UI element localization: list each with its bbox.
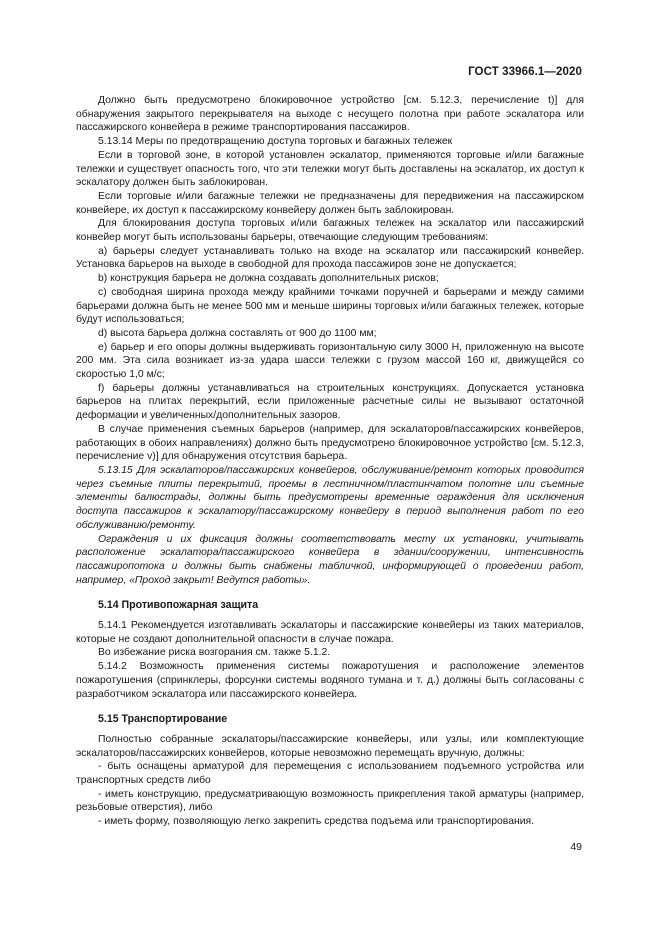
dash-list-item: - иметь форму, позволяющую легко закрепить средства подъема или транспортирования. — [98, 816, 535, 828]
paragraph: Если в торговой зоне, в которой установлен эскалатор, применяются торговые и/или багажные тележки и существует опасность того, что эти тележки могут быть доставлены на эскалатор, их доступ к эскалатору должен быть заблокирован. — [76, 149, 584, 189]
paragraph: Должно быть предусмотрено блокировочное устройство [см. 5.12.3, перечисление t)] для обнаружения закрытого перекрывателя на выходе с несущего полотна при работе эскалатора или пассажирского конвейера в режиме транспортирования пассажиров. — [76, 95, 584, 134]
paragraph: Полностью собранные эскалаторы/пассажирские конвейеры, или узлы, или комплектующие эскалаторов/пассажирских конвейеров, которые невозможно перемещать вручную, должны: — [76, 733, 584, 759]
italic-paragraph-5-13-15: 5.13.15 Для эскалаторов/пассажирских конвейеров, обслуживание/ремонт которых проводится через съемные плиты перекрытий, проемы в лестничном/пластинчатом полотне или съемные элементы балюстрады, должны быть предусмотрены временные ограждения для исключения доступа пассажиров к эскалатору/пассажирскому конвейеру в период выполнения работ по его обслуживанию/ремонту. — [76, 464, 584, 531]
page-body — [76, 94, 584, 829]
dash-list-item: - иметь конструкцию, предусматривающую возможность прикрепления такой арматуры (например, резьбовые отверстия), либо — [76, 788, 584, 814]
list-item-a: а) барьеры следует устанавливать только на входе на эскалатор или пассажирский конвейер. Установка барьеров на выходе в свободной для прохода пассажиров зоне не допускается; — [76, 245, 584, 271]
list-item-c: с) свободная ширина прохода между крайними точками поручней и барьерами и между самими барьерами должна быть не менее 500 мм и меньше ширины торговых и/или багажных тележек, которые будут использоваться; — [76, 286, 584, 326]
list-item-f: f) барьеры должны устанавливаться на строительных конструкциях. Допускается установка барьеров на плитах перекрытий, если приложенные расчетные силы не вызывают остаточной деформации и увеличенных/дополнительных зазоров. — [76, 382, 584, 422]
paragraph: 5.14.1 Рекомендуется изготавливать эскалаторы и пассажирские конвейеры из таких материалов, которые не создают дополнительной опасности в случае пожара. — [76, 620, 584, 645]
page-number: 49 — [570, 841, 582, 853]
list-item-e: e) барьер и его опоры должны выдерживать горизонтальную силу 3000 Н, приложенную на высоте 200 мм. Эта сила возникает из-за удара шасси тележки с грузом массой 160 кг, движущейся со скоростью 1,0 м/с; — [76, 341, 584, 381]
italic-paragraph: Ограждения и их фиксация должны соответствовать месту их установки, учитывать расположение эскалатора/пассажирского конвейера в здании/сооружении, интенсивность пассажиропотока и должны быть снабжены табличкой, информирующей о проведении работ, например, «Проход закрыт! Ведутся работы». — [76, 533, 584, 586]
paragraph: В случае применения съемных барьеров (например, для эскалаторов/пассажирских конвейеров, работающих в обоих направлениях) должно быть предусмотрено блокировочное устройство [см. 5.12.3, перечисление v)] для обнаружения отсутствия барьера. — [76, 423, 584, 463]
document-id-header: ГОСТ 33966.1—2020 — [468, 66, 582, 78]
paragraph: Во избежание риска возгорания см. также 5.1.2. — [98, 647, 331, 659]
list-item-b: b) конструкция барьера не должна создавать дополнительных рисков; — [98, 273, 439, 285]
paragraph: 5.14.2 Возможность применения системы пожаротушения и расположение элементов пожаротушения (спринклеры, форсунки системы водяного тумана и т. д.) должны быть согласованы с разработчиком эскалатора или пассажирского конвейера. — [76, 661, 584, 700]
dash-list-item: - быть оснащены арматурой для перемещения с использованием подъемного устройства или транспортных средств либо — [76, 761, 584, 787]
section-title-5-15: 5.15 Транспортирование — [98, 713, 228, 726]
clause-heading-5-13-14: 5.13.14 Меры по предотвращению доступа торговых и багажных тележек — [98, 136, 453, 148]
section-title-5-14: 5.14 Противопожарная защита — [98, 599, 259, 612]
paragraph: Если торговые и/или багажные тележки не предназначены для передвижения на пассажирском конвейере, их доступ к пассажирскому конвейеру должен быть заблокирован. — [76, 190, 584, 216]
list-item-d: d) высота барьера должна составлять от 900 до 1100 мм; — [98, 327, 377, 339]
paragraph: Для блокирования доступа торговых и/или багажных тележек на эскалатор или пассажирский конвейер могут быть использованы барьеры, отвечающие следующим требованиям: — [76, 218, 584, 244]
